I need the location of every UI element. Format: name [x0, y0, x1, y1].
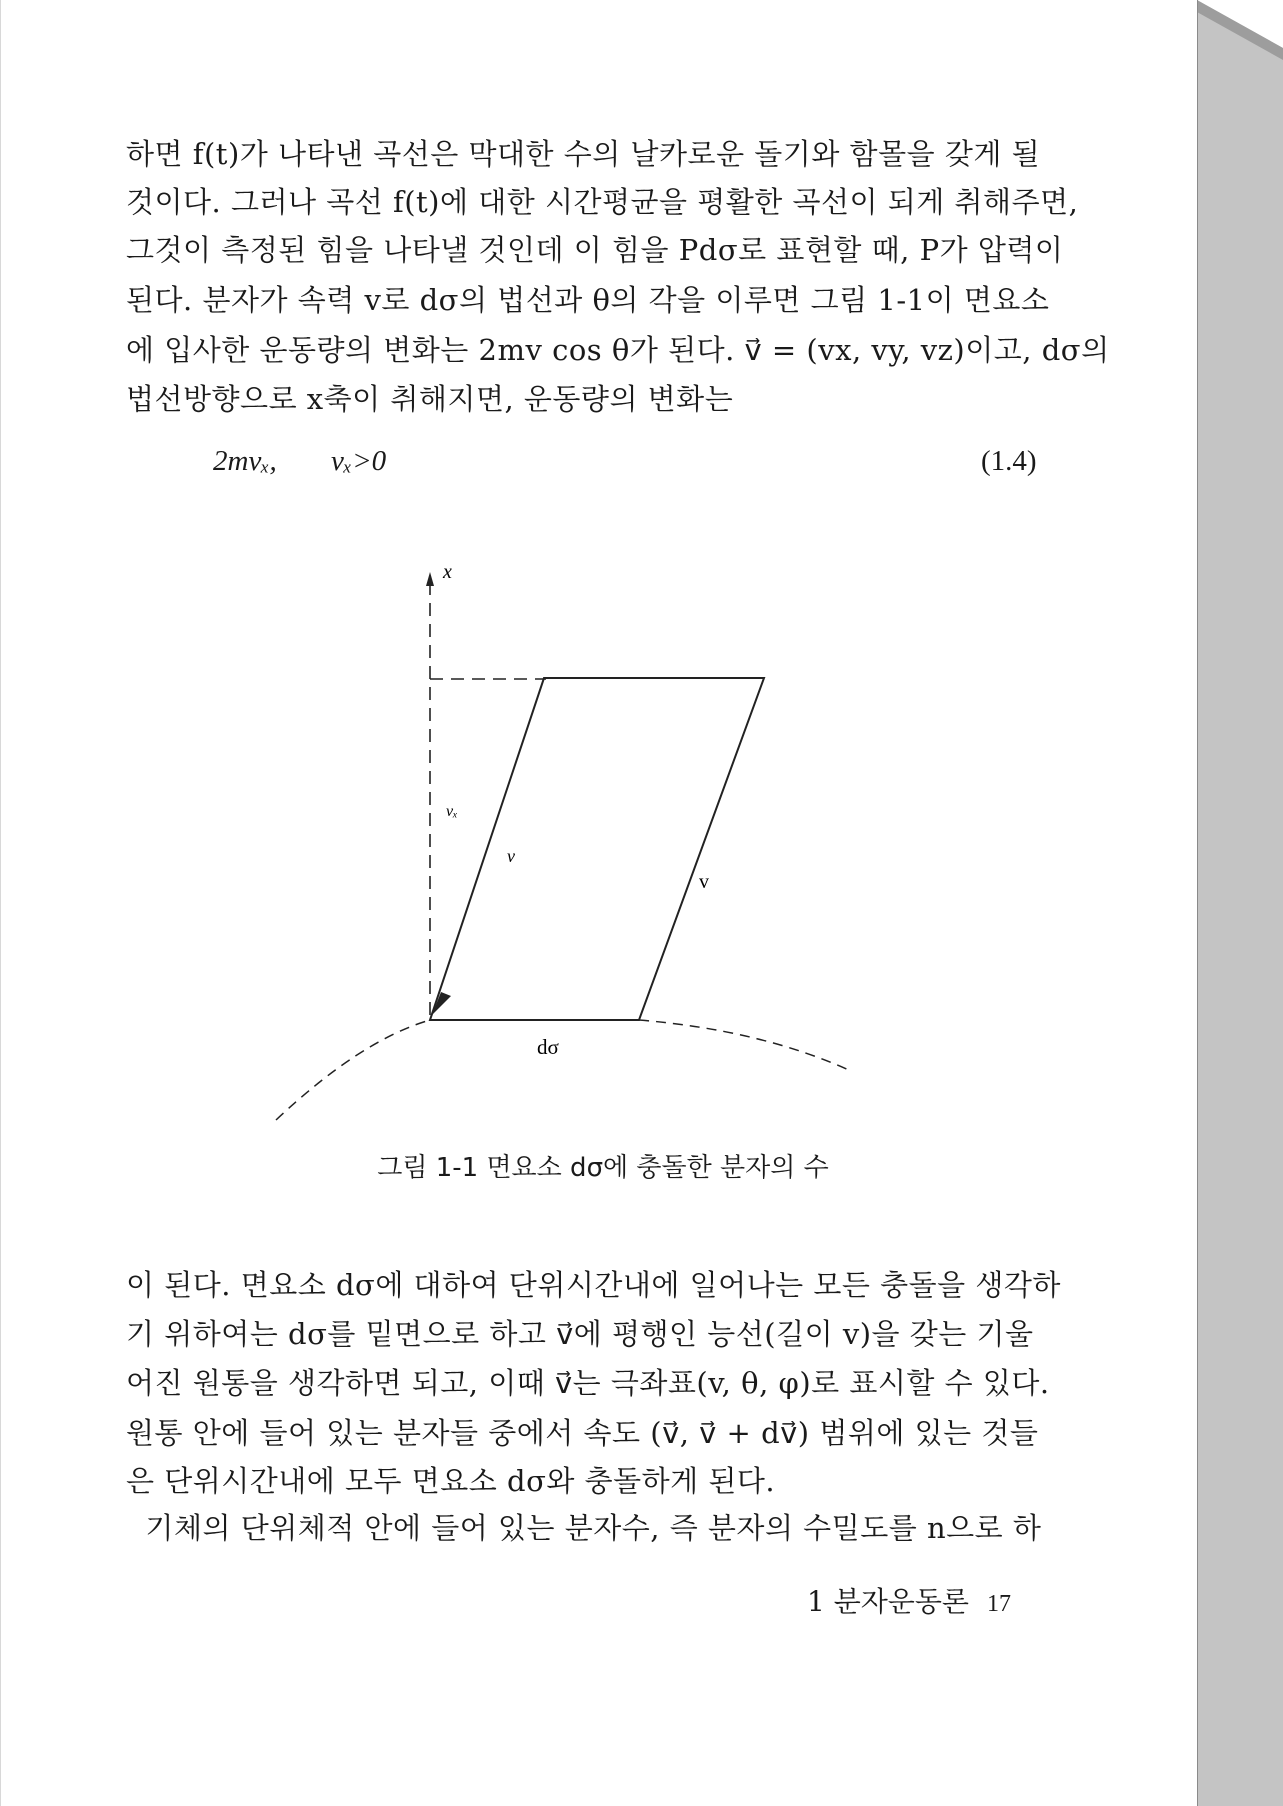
- text-line: 법선방향으로 x축이 취해지면, 운동량의 변화는: [126, 382, 734, 416]
- text-line: 그것이 측정된 힘을 나타낼 것인데 이 힘을 Pdσ로 표현할 때, P가 압력이: [126, 233, 1064, 267]
- equation-left: 2mvₓ,: [213, 445, 277, 477]
- text-line: 은 단위시간내에 모두 면요소 dσ와 충돌하게 된다.: [126, 1464, 776, 1498]
- page-edge-shadow: [1197, 0, 1283, 1806]
- v-side-label: v: [699, 871, 709, 893]
- vx-label: vₓ: [446, 803, 458, 820]
- page-number: 17: [986, 1591, 1011, 1617]
- text-line: 에 입사한 운동량의 변화는 2mv cos θ가 된다. v⃗ = (vx, vy, vz)이고, dσ의: [126, 333, 1110, 367]
- v-vector-label: v⃗: [507, 846, 529, 866]
- text-line: 하면 f(t)가 나타낸 곡선은 막대한 수의 날카로운 돌기와 함몰을 갖게 될: [126, 137, 1041, 171]
- text-line: 것이다. 그러나 곡선 f(t)에 대한 시간평균을 평활한 곡선이 되게 취해주면,: [126, 185, 1079, 219]
- text-line: 기 위하여는 dσ를 밑면으로 하고 v⃗에 평행인 능선(길이 v)을 갖는 기울: [126, 1317, 1034, 1351]
- text-line: 원통 안에 들어 있는 분자들 중에서 속도 (v⃗, v⃗ + dv⃗) 범위에 있는 것들: [126, 1416, 1039, 1450]
- text-line: 어진 원통을 생각하면 되고, 이때 v⃗는 극좌표(v, θ, φ)로 표시할 수 있다.: [126, 1366, 1050, 1400]
- page-footer: [807, 1582, 1011, 1624]
- text-line: 기체의 단위체적 안에 들어 있는 분자수, 즉 분자의 수밀도를 n으로 하: [126, 1511, 1042, 1545]
- parallelogram: [430, 678, 764, 1020]
- x-axis-arrowhead: [426, 572, 434, 586]
- surface-arc-right: [639, 1020, 851, 1071]
- x-axis-label: x: [443, 561, 452, 583]
- text-line: 된다. 분자가 속력 v로 dσ의 법선과 θ의 각을 이루면 그림 1-1이 면요소: [126, 283, 1050, 317]
- surface-arc-left: [276, 1020, 430, 1120]
- equation-condition: vₓ>0: [331, 445, 387, 477]
- figure-caption: 그림 1-1 면요소 dσ에 충돌한 분자의 수: [377, 1153, 829, 1183]
- dsigma-label: dσ: [537, 1035, 559, 1059]
- equation-number: (1.4): [981, 445, 1037, 477]
- text-line: 이 된다. 면요소 dσ에 대하여 단위시간내에 일어나는 모든 충돌을 생각하: [126, 1268, 1061, 1302]
- chapter-title: 1 분자운동론: [807, 1585, 969, 1618]
- figure-parallelogram-diagram: [241, 560, 881, 1130]
